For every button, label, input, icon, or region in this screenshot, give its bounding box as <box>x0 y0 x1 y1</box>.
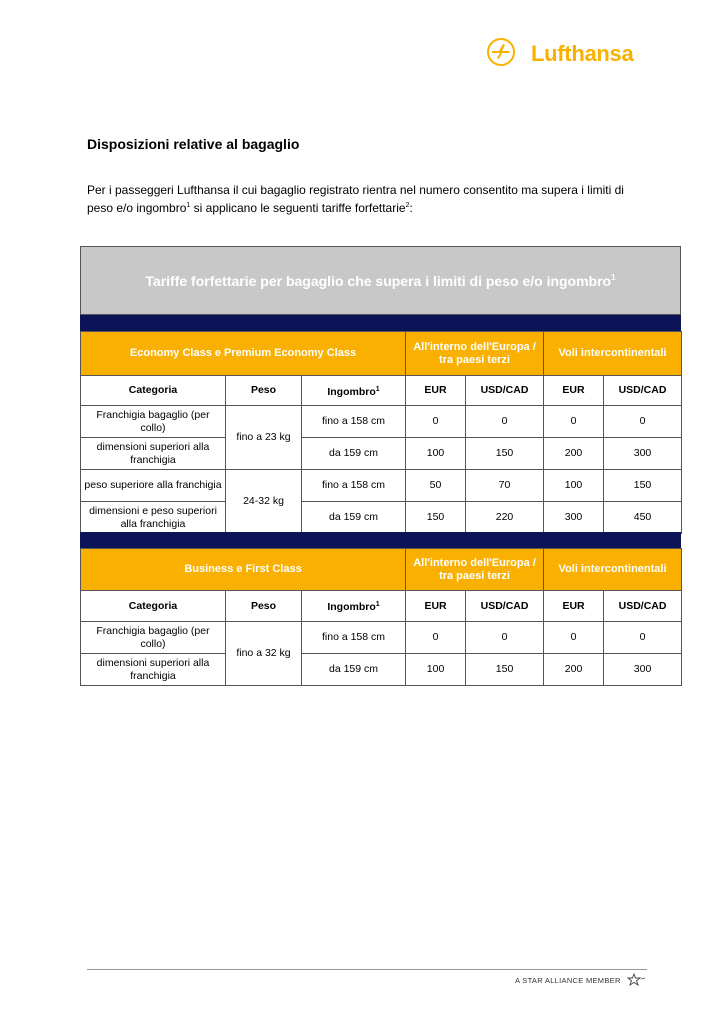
cell-value: 100 <box>406 438 466 470</box>
col-eur: EUR <box>406 591 466 622</box>
footnote-ref: 1 <box>611 273 616 282</box>
cell-value: 300 <box>544 502 604 534</box>
column-header-row <box>81 591 682 622</box>
col-usd: USD/CAD <box>604 376 682 406</box>
section-divider <box>80 315 681 331</box>
table-row <box>81 502 682 534</box>
cell-value: 0 <box>544 406 604 438</box>
cell-value: 0 <box>544 622 604 654</box>
zone-europe-heading: All'interno dell'Europa / tra paesi terzi <box>406 549 544 591</box>
economy-fee-table <box>80 331 682 534</box>
cell-ingombro: fino a 158 cm <box>302 406 406 438</box>
cell-value: 0 <box>466 406 544 438</box>
intro-paragraph <box>87 183 647 216</box>
table-title-text: Tariffe forfettarie per bagaglio che supera i limiti di peso e/o ingombro <box>145 273 612 289</box>
cell-peso: 24-32 kg <box>226 470 302 534</box>
table-row <box>81 470 682 502</box>
page-title: Disposizioni relative al bagaglio <box>87 136 300 152</box>
cell-value: 200 <box>544 654 604 686</box>
cell-value: 150 <box>466 654 544 686</box>
table-row <box>81 406 682 438</box>
col-ingombro <box>302 376 406 406</box>
crane-icon <box>486 37 516 67</box>
cell-value: 100 <box>544 470 604 502</box>
intro-text-3: : <box>409 201 413 215</box>
footnote-ref: 1 <box>186 202 191 209</box>
table-title <box>81 273 680 289</box>
cell-categoria: peso superiore alla franchigia <box>81 470 226 502</box>
col-ingombro-label: Ingombro <box>327 601 376 613</box>
col-usd: USD/CAD <box>466 591 544 622</box>
column-header-row <box>81 376 682 406</box>
col-peso: Peso <box>226 376 302 406</box>
cell-ingombro: da 159 cm <box>302 438 406 470</box>
cell-value: 0 <box>466 622 544 654</box>
cell-categoria: dimensioni superiori alla franchigia <box>81 654 226 686</box>
cell-value: 50 <box>406 470 466 502</box>
star-alliance-label: A STAR ALLIANCE MEMBER <box>515 976 621 985</box>
star-alliance-icon <box>627 973 647 987</box>
cell-ingombro: da 159 cm <box>302 502 406 534</box>
zone-europe-heading: All'interno dell'Europa / tra paesi terzi <box>406 332 544 376</box>
footnote-ref: 2 <box>405 202 410 209</box>
cell-value: 70 <box>466 470 544 502</box>
table-title-banner <box>80 246 681 315</box>
lufthansa-logo <box>486 37 651 73</box>
col-eur: EUR <box>406 376 466 406</box>
class-heading-row <box>81 549 682 591</box>
brand-wordmark: Lufthansa <box>531 41 634 66</box>
cell-ingombro: fino a 158 cm <box>302 622 406 654</box>
cell-peso: fino a 32 kg <box>226 622 302 686</box>
cell-categoria: dimensioni superiori alla franchigia <box>81 438 226 470</box>
table-row <box>81 622 682 654</box>
col-categoria: Categoria <box>81 591 226 622</box>
cell-value: 150 <box>406 502 466 534</box>
cell-value: 150 <box>466 438 544 470</box>
intro-text-1: Per i passeggeri Lufthansa il cui bagaglio registrato rientra nel numero consentito ma supera i limiti di peso e/o ingombro <box>87 183 624 215</box>
cell-value: 0 <box>604 406 682 438</box>
footer-divider <box>87 969 647 970</box>
cell-value: 0 <box>406 406 466 438</box>
col-ingombro-label: Ingombro <box>327 385 376 398</box>
footnote-ref: 1 <box>375 601 380 608</box>
class-heading: Economy Class e Premium Economy Class <box>81 332 406 376</box>
cell-categoria: Franchigia bagaglio (per collo) <box>81 622 226 654</box>
col-categoria: Categoria <box>81 376 226 406</box>
class-heading-row <box>81 332 682 376</box>
cell-value: 220 <box>466 502 544 534</box>
cell-ingombro: da 159 cm <box>302 654 406 686</box>
cell-value: 450 <box>604 502 682 534</box>
intro-text-2: si applicano le seguenti tariffe forfettarie <box>190 201 406 215</box>
cell-value: 200 <box>544 438 604 470</box>
col-usd: USD/CAD <box>604 591 682 622</box>
cell-peso: fino a 23 kg <box>226 406 302 470</box>
section-divider <box>80 532 681 548</box>
table-row <box>81 438 682 470</box>
zone-intercontinental-heading: Voli intercontinentali <box>544 332 682 376</box>
class-heading: Business e First Class <box>81 549 406 591</box>
cell-categoria: Franchigia bagaglio (per collo) <box>81 406 226 438</box>
cell-ingombro: fino a 158 cm <box>302 470 406 502</box>
cell-value: 0 <box>604 622 682 654</box>
cell-value: 300 <box>604 438 682 470</box>
footnote-ref: 1 <box>375 385 380 393</box>
cell-categoria: dimensioni e peso superiori alla franchigia <box>81 502 226 534</box>
cell-value: 300 <box>604 654 682 686</box>
col-eur: EUR <box>544 376 604 406</box>
col-ingombro <box>302 591 406 622</box>
cell-value: 150 <box>604 470 682 502</box>
col-peso: Peso <box>226 591 302 622</box>
cell-value: 0 <box>406 622 466 654</box>
table-row <box>81 654 682 686</box>
cell-value: 100 <box>406 654 466 686</box>
col-usd: USD/CAD <box>466 376 544 406</box>
zone-intercontinental-heading: Voli intercontinentali <box>544 549 682 591</box>
business-fee-table <box>80 548 682 686</box>
col-eur: EUR <box>544 591 604 622</box>
